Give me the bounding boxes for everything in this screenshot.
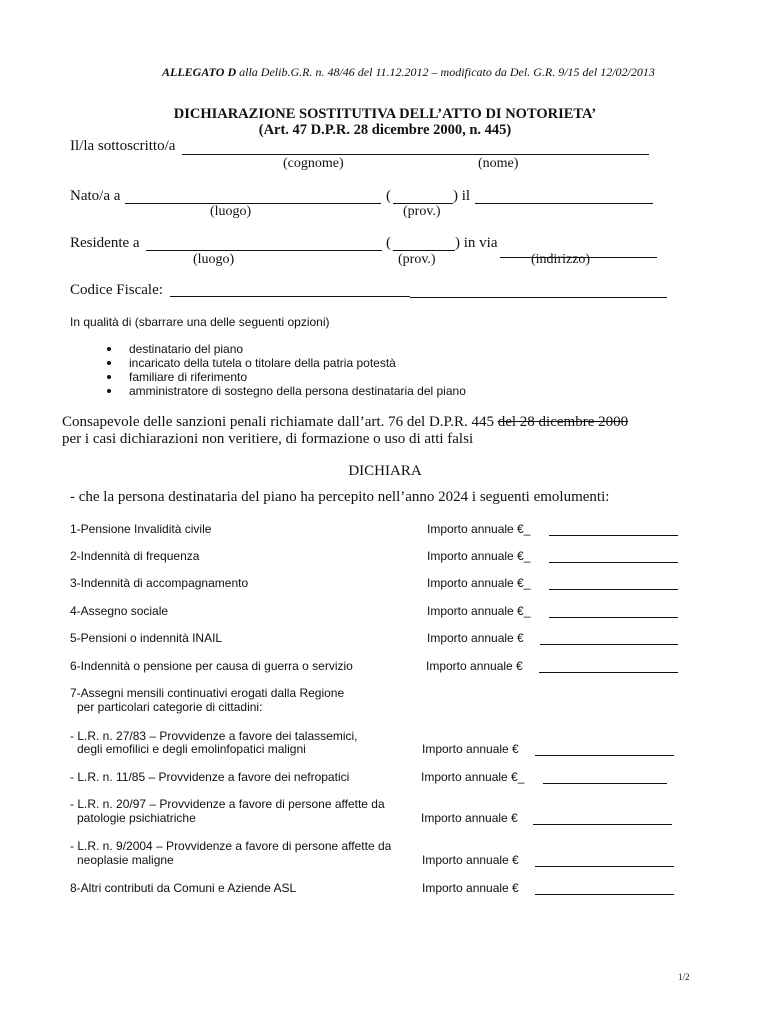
importo-field[interactable] <box>549 589 678 590</box>
page-number: 1/2 <box>678 972 690 982</box>
importo-field[interactable] <box>543 783 667 784</box>
option-amministratore[interactable]: amministratore di sostegno della persona destinataria del piano <box>129 384 466 398</box>
importo-label: Importo annuale € <box>421 811 518 825</box>
importo-field[interactable] <box>540 644 678 645</box>
importo-label: Importo annuale € <box>422 853 519 867</box>
importo-field[interactable] <box>535 866 674 867</box>
importo-field[interactable] <box>535 755 674 756</box>
il-label: ) il <box>453 188 471 204</box>
importo-field[interactable] <box>549 535 678 536</box>
importo-label: Importo annuale € <box>422 881 519 895</box>
residence-prov-field[interactable] <box>393 250 455 251</box>
consapevole-line-1 <box>62 414 628 431</box>
importo-label: Importo annuale €_ <box>427 522 531 536</box>
importo-field[interactable] <box>533 824 672 825</box>
importo-field[interactable] <box>549 562 678 563</box>
importo-label: Importo annuale € <box>422 742 519 756</box>
item-label: 2-Indennità di frequenza <box>70 549 200 563</box>
importo-label: Importo annuale €_ <box>427 549 531 563</box>
residence-city-field[interactable] <box>146 250 382 251</box>
dichiara-heading: DICHIARA <box>348 463 422 479</box>
importo-label: Importo annuale €_ <box>421 770 525 784</box>
item-label: 8-Altri contributi da Comuni e Aziende ASL <box>70 881 297 895</box>
option-familiare[interactable]: familiare di riferimento <box>129 370 248 384</box>
indirizzo-caption: (indirizzo) <box>531 252 591 267</box>
birth-date-field[interactable] <box>475 203 653 204</box>
law-label: - L.R. n. 9/2004 – Provvidenze a favore di persone affette da <box>70 839 392 853</box>
importo-field[interactable] <box>539 672 678 673</box>
codice-fiscale-field-2[interactable] <box>410 297 667 298</box>
residente-label: Residente a <box>70 235 140 251</box>
birth-place-field[interactable] <box>125 203 381 204</box>
bullet-icon <box>107 361 111 365</box>
luogo-caption: (luogo) <box>210 204 252 219</box>
importo-field[interactable] <box>535 894 674 895</box>
option-destinatario[interactable]: destinatario del piano <box>129 342 244 356</box>
name-field[interactable] <box>182 154 649 155</box>
allegato-label: ALLEGATO D <box>162 65 237 79</box>
document-subtitle: (Art. 47 D.P.R. 28 dicembre 2000, n. 445) <box>258 122 512 138</box>
item-label: 4-Assegno sociale <box>70 604 169 618</box>
sottoscritto-label: Il/la sottoscritto/a <box>70 138 176 154</box>
residence-prov-open: ( <box>386 235 391 251</box>
codice-fiscale-field[interactable] <box>170 296 410 297</box>
importo-label: Importo annuale € <box>426 659 523 673</box>
birth-prov-open: ( <box>386 188 391 204</box>
regione-heading: 7-Assegni mensili continuativi erogati dalla Regione <box>70 686 345 700</box>
item-label: 1-Pensione Invalidità civile <box>70 522 212 536</box>
law-label-cont: neoplasie maligne <box>77 853 174 867</box>
law-label-cont: degli emofilici e degli emolinfopatici maligni <box>77 742 306 756</box>
item-label: 6-Indennità o pensione per causa di guerra o servizio <box>70 659 353 673</box>
document-header <box>162 65 655 80</box>
qualita-intro: In qualità di (sbarrare una delle seguenti opzioni) <box>70 315 330 329</box>
in-via-label: ) in via <box>455 235 498 251</box>
bullet-icon <box>107 375 111 379</box>
importo-field[interactable] <box>549 617 678 618</box>
importo-label: Importo annuale € <box>427 631 524 645</box>
luogo-caption-2: (luogo) <box>193 252 235 267</box>
law-label: - L.R. n. 20/97 – Provvidenze a favore di persone affette da <box>70 797 385 811</box>
regione-subheading: per particolari categorie di cittadini: <box>77 700 263 714</box>
nato-label: Nato/a a <box>70 188 121 204</box>
bullet-icon <box>107 389 111 393</box>
struck-date: del 28 dicembre 2000 <box>497 414 629 430</box>
cognome-caption: (cognome) <box>283 156 344 171</box>
consapevole-text: Consapevole delle sanzioni penali richiamate dall’art. 76 del D.P.R. 445 <box>62 414 498 430</box>
law-label-cont: patologie psichiatriche <box>77 811 196 825</box>
dichiara-statement: - che la persona destinataria del piano ha percepito nell’anno 2024 i seguenti emolumenti: <box>70 489 610 505</box>
importo-label: Importo annuale €_ <box>427 604 531 618</box>
codice-fiscale-label: Codice Fiscale: <box>70 282 163 298</box>
law-label: - L.R. n. 11/85 – Provvidenze a favore dei nefropatici <box>70 770 350 784</box>
importo-label: Importo annuale €_ <box>427 576 531 590</box>
prov-caption: (prov.) <box>403 204 441 219</box>
law-label: - L.R. n. 27/83 – Provvidenze a favore dei talassemici, <box>70 729 358 743</box>
option-tutela[interactable]: incaricato della tutela o titolare della patria potestà <box>129 356 396 370</box>
nome-caption: (nome) <box>478 156 519 171</box>
prov-caption-2: (prov.) <box>398 252 436 267</box>
document-title: DICHIARAZIONE SOSTITUTIVA DELL’ATTO DI NOTORIETA’ <box>173 106 597 122</box>
header-reference: alla Delib.G.R. n. 48/46 del 11.12.2012 – modificato da Del. G.R. 9/15 del 12/02/2013 <box>236 65 655 79</box>
bullet-icon <box>107 347 111 351</box>
item-label: 3-Indennità di accompagnamento <box>70 576 249 590</box>
consapevole-line-2: per i casi dichiarazioni non veritiere, di formazione o uso di atti falsi <box>62 431 474 447</box>
item-label: 5-Pensioni o indennità INAIL <box>70 631 223 645</box>
